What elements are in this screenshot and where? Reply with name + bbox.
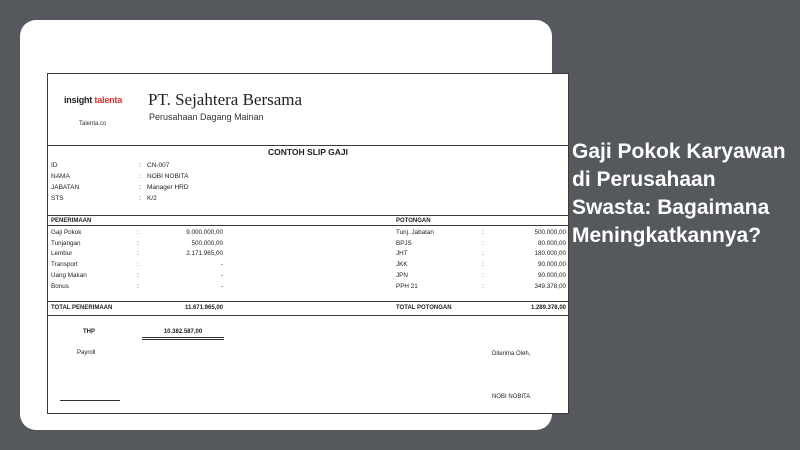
deduction-row [396,261,566,270]
row-colon: : [482,229,484,236]
payroll-label: Payroll [77,350,96,356]
signature-line [60,400,120,401]
deduction-value: 90.000,00 [537,272,566,279]
income-total-label: TOTAL PENERIMAAN [51,305,113,311]
slip-card [20,20,566,430]
received-by-label: Diterima Oleh, [492,351,531,357]
company-name: PT. Sejahtera Bersama [148,90,303,109]
income-row [51,272,223,281]
brand-word-1: insight [64,95,93,105]
info-label: NAMA [51,173,70,180]
brand-logo [64,95,122,105]
deduction-total-label: TOTAL POTONGAN [396,305,452,311]
income-total-row [51,305,223,311]
section-divider [48,215,568,216]
income-value: 9.000.000,00 [186,229,223,236]
deduction-value: 180.000,00 [534,250,566,257]
row-colon: : [482,261,484,268]
deduction-total-row [396,305,566,311]
info-colon: : [139,195,141,202]
deduction-label: JKK [396,261,408,268]
info-colon: : [139,162,141,169]
deduction-label: Tunj. Jabatan [396,229,434,236]
deduction-value: 500.000,00 [534,229,566,236]
income-label: Bonus [51,283,69,290]
deduction-row [396,240,566,249]
row-colon: : [137,272,139,279]
deduction-row [396,250,566,259]
income-row [51,283,223,292]
info-row-nama [51,173,351,182]
info-colon: : [139,173,141,180]
income-row [51,261,223,270]
income-label: Uang Makan [51,272,87,279]
income-row [51,229,223,238]
row-colon: : [137,283,139,290]
income-total-value: 11.671.965,00 [184,305,223,311]
deduction-row [396,229,566,238]
info-value: K/2 [147,195,157,202]
income-row [51,240,223,249]
info-row-jabatan [51,184,351,193]
salary-slip [47,73,569,414]
deduction-row [396,272,566,281]
info-row-id [51,162,351,171]
deduction-row [396,283,566,292]
row-colon: : [137,240,139,247]
info-label: JABATAN [51,184,80,191]
thp-label: THP [83,329,95,335]
article-headline: Gaji Pokok Karyawan di Perusahaan Swasta: Bagaimana Meningkatkannya? [572,140,786,247]
deduction-value: 349.378,00 [534,283,566,290]
row-colon: : [482,272,484,279]
info-value: CN-007 [147,162,170,169]
section-divider [48,301,568,302]
info-colon: : [139,184,141,191]
deduction-label: PPH 21 [396,283,418,290]
brand-domain: Talenta.co [79,121,107,127]
section-divider [48,225,568,226]
income-header: PENERIMAAN [51,218,92,224]
income-label: Lembur [51,250,73,257]
row-colon: : [137,250,139,257]
info-row-sts [51,195,351,204]
income-value: 500.000,00 [191,240,223,247]
thp-value: 10.382.587,00 [142,329,224,340]
income-label: Transport [51,261,78,268]
row-colon: : [482,240,484,247]
deduction-total-value: 1.289.378,00 [530,305,566,311]
slip-header [48,74,568,146]
info-value: Manager HRD [147,184,189,191]
info-label: STS [51,195,64,202]
receiver-name: NOBI NOBITA [492,394,531,400]
income-value: - [220,261,223,268]
brand-word-2: talenta [94,95,123,105]
deduction-header: POTONGAN [396,218,431,224]
income-value: - [220,283,223,290]
deduction-label: JHT [396,250,408,257]
deduction-value: 90.000,00 [537,261,566,268]
income-value: - [220,272,223,279]
info-value: NOBI NOBITA [147,173,189,180]
deduction-label: BPJS [396,240,412,247]
row-colon: : [137,229,139,236]
row-colon: : [482,283,484,290]
info-label: ID [51,162,58,169]
section-divider [48,315,568,316]
income-label: Tunjangan [51,240,81,247]
income-row [51,250,223,259]
slip-title: CONTOH SLIP GAJI [268,147,348,157]
income-value: 2.171.965,00 [186,250,223,257]
row-colon: : [482,250,484,257]
row-colon: : [137,261,139,268]
company-subtitle: Perusahaan Dagang Mainan [149,112,264,122]
deduction-value: 80.000,00 [537,240,566,247]
income-label: Gaji Pokok [51,229,82,236]
deduction-label: JPN [396,272,408,279]
